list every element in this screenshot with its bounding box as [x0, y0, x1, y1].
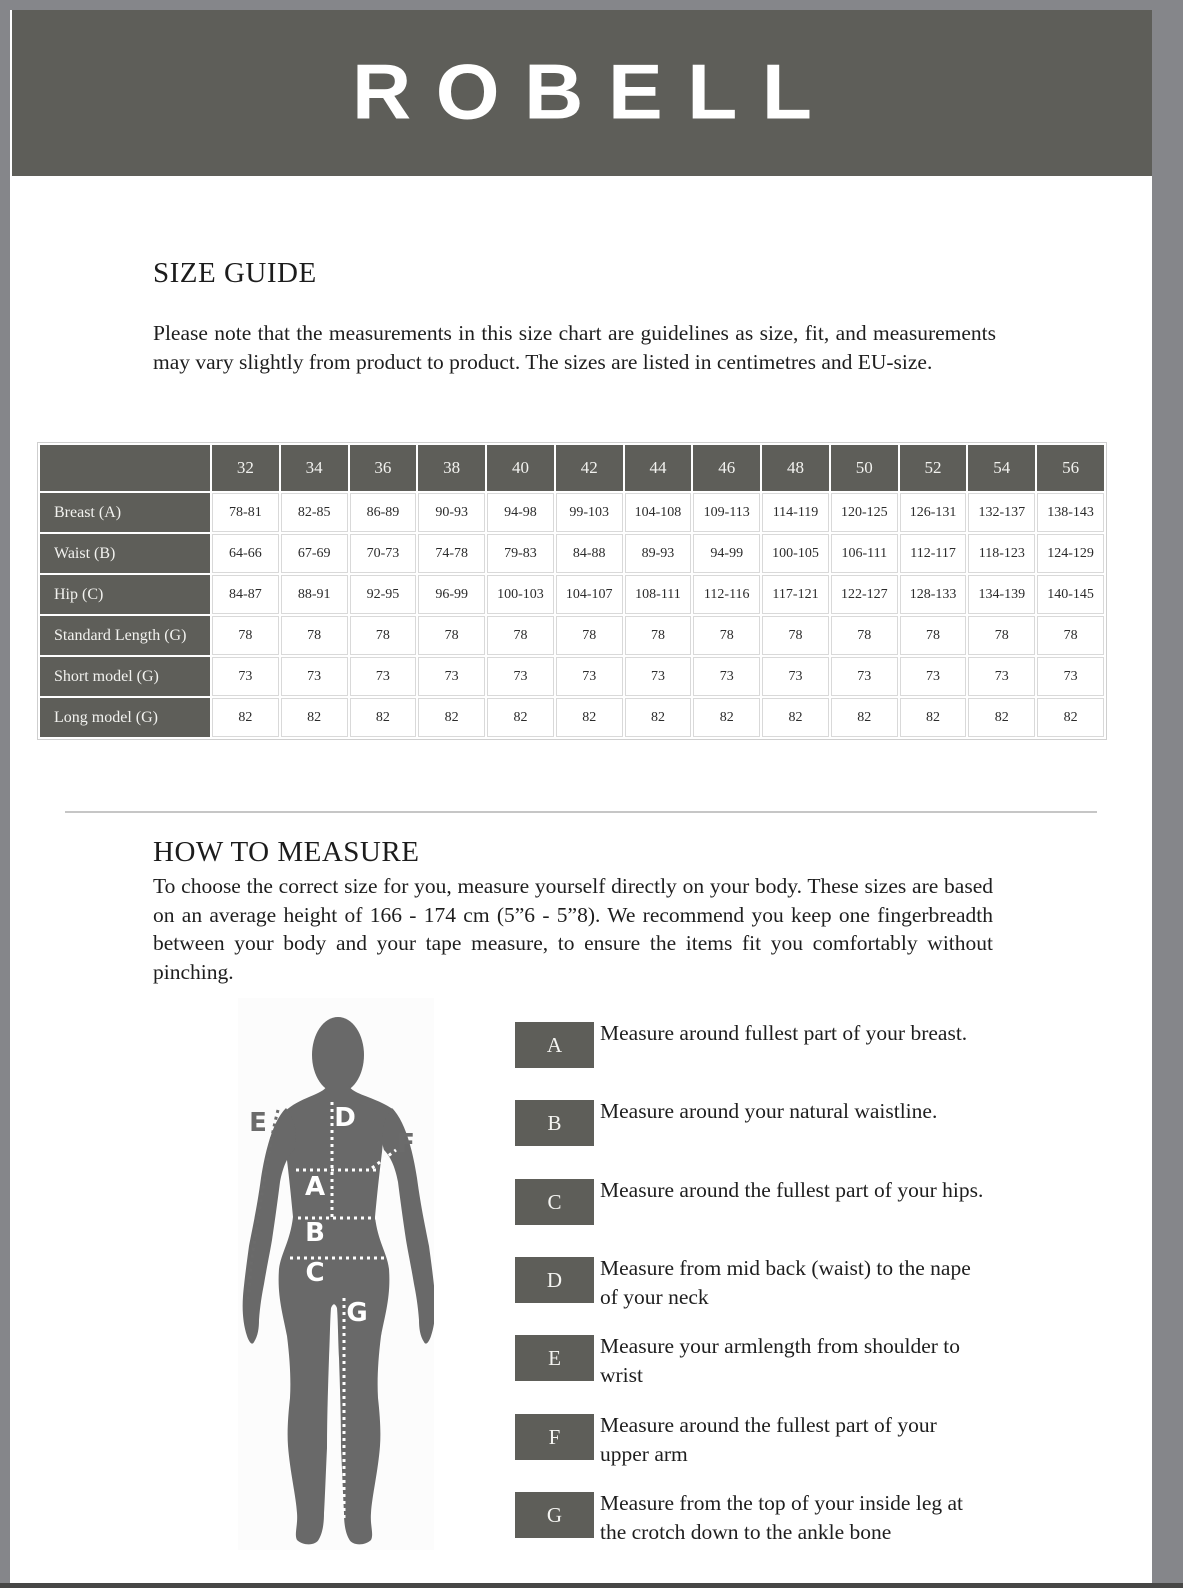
- size-col-header: 42: [556, 445, 623, 491]
- size-value: 78: [625, 616, 692, 655]
- size-value: 82: [281, 698, 348, 737]
- size-value: 99-103: [556, 493, 623, 532]
- size-value: 106-111: [831, 534, 898, 573]
- brand-banner: [12, 10, 1152, 176]
- size-value: 94-99: [693, 534, 760, 573]
- size-value: 73: [762, 657, 829, 696]
- size-value: 67-69: [281, 534, 348, 573]
- size-value: 78: [350, 616, 417, 655]
- row-label: Waist (B): [40, 534, 210, 573]
- legend-key-box: G: [515, 1492, 594, 1538]
- size-col-header: 48: [762, 445, 829, 491]
- size-col-header: 54: [968, 445, 1035, 491]
- row-label: Long model (G): [40, 698, 210, 737]
- size-value: 117-121: [762, 575, 829, 614]
- size-value: 82: [487, 698, 554, 737]
- size-guide-intro: Please note that the measurements in this size chart are guidelines as size, fit, and measurements may vary slightly from product to product. The sizes are listed in centimetres and EU-size.: [153, 321, 996, 374]
- legend-text: Measure around your natural waistline.: [600, 1099, 938, 1123]
- size-value: 138-143: [1037, 493, 1104, 532]
- size-col-header: 40: [487, 445, 554, 491]
- figure-label-D: D: [334, 1103, 356, 1133]
- figure-label-A: A: [304, 1172, 326, 1202]
- size-value: 73: [350, 657, 417, 696]
- size-value: 78: [693, 616, 760, 655]
- legend-key-box: F: [515, 1414, 594, 1460]
- size-value: 88-91: [281, 575, 348, 614]
- legend-text: Measure from mid back (waist) to the nape of your neck: [600, 1256, 971, 1309]
- table-row-standard-length: [40, 616, 1104, 655]
- size-value: 64-66: [212, 534, 279, 573]
- size-value: 92-95: [350, 575, 417, 614]
- table-row-short-model: [40, 657, 1104, 696]
- table-row-breast: [40, 493, 1104, 532]
- how-to-measure-title: HOW TO MEASURE: [153, 836, 420, 868]
- page: [10, 10, 1152, 1588]
- size-value: 82: [418, 698, 485, 737]
- row-label: Standard Length (G): [40, 616, 210, 655]
- size-value: 78-81: [212, 493, 279, 532]
- size-col-header: 56: [1037, 445, 1104, 491]
- size-col-header: 38: [418, 445, 485, 491]
- size-value: 109-113: [693, 493, 760, 532]
- size-value: 78: [556, 616, 623, 655]
- size-value: 82: [762, 698, 829, 737]
- size-col-header: 34: [281, 445, 348, 491]
- figure-label-B: B: [305, 1218, 325, 1248]
- table-row-waist: [40, 534, 1104, 573]
- size-value: 84-88: [556, 534, 623, 573]
- how-to-measure-intro: To choose the correct size for you, measure yourself directly on your body. These sizes are based on an average height of 166 - 174 cm (5”6 - 5”8). We recommend you keep one fingerbreadth between your body and your tape measure, to ensure the items fit you comfortably without pinching.: [153, 874, 993, 984]
- legend-key-box: D: [515, 1257, 594, 1303]
- legend-text: Measure around the fullest part of your hips.: [600, 1178, 984, 1202]
- table-row-hip: [40, 575, 1104, 614]
- size-value: 112-116: [693, 575, 760, 614]
- size-value: 74-78: [418, 534, 485, 573]
- size-value: 78: [1037, 616, 1104, 655]
- size-col-header: 32: [212, 445, 279, 491]
- size-value: 126-131: [900, 493, 967, 532]
- size-value: 128-133: [900, 575, 967, 614]
- figure-label-C: C: [305, 1258, 325, 1288]
- size-value: 120-125: [831, 493, 898, 532]
- size-value: 73: [968, 657, 1035, 696]
- size-value: 104-107: [556, 575, 623, 614]
- size-value: 90-93: [418, 493, 485, 532]
- size-value: 82: [625, 698, 692, 737]
- legend-text: Measure your armlength from shoulder to wrist: [600, 1334, 961, 1387]
- size-col-header: 44: [625, 445, 692, 491]
- size-value: 78: [212, 616, 279, 655]
- legend-text: Measure around fullest part of your breast.: [600, 1021, 968, 1045]
- size-value: 82: [556, 698, 623, 737]
- size-value: 94-98: [487, 493, 554, 532]
- row-label: Hip (C): [40, 575, 210, 614]
- size-value: 118-123: [968, 534, 1035, 573]
- size-value: 114-119: [762, 493, 829, 532]
- female-silhouette-diagram: [238, 998, 434, 1550]
- size-value: 112-117: [900, 534, 967, 573]
- size-value: 73: [900, 657, 967, 696]
- legend-key-box: B: [515, 1100, 594, 1146]
- size-value: 73: [418, 657, 485, 696]
- size-value: 70-73: [350, 534, 417, 573]
- row-label: Short model (G): [40, 657, 210, 696]
- size-table-header-row: [40, 445, 1104, 491]
- size-value: 73: [487, 657, 554, 696]
- size-col-header: 50: [831, 445, 898, 491]
- legend-text: Measure from the top of your inside leg at the crotch down to the ankle bone: [600, 1491, 964, 1544]
- size-value: 73: [625, 657, 692, 696]
- size-table: [38, 443, 1106, 739]
- size-value: 104-108: [625, 493, 692, 532]
- row-label: Breast (A): [40, 493, 210, 532]
- size-value: 73: [212, 657, 279, 696]
- size-value: 82-85: [281, 493, 348, 532]
- figure-label-G: G: [346, 1298, 368, 1328]
- legend-key-box: A: [515, 1022, 594, 1068]
- size-value: 78: [418, 616, 485, 655]
- size-value: 84-87: [212, 575, 279, 614]
- size-col-header: 36: [350, 445, 417, 491]
- size-value: 78: [968, 616, 1035, 655]
- size-value: 73: [281, 657, 348, 696]
- figure-label-E: E: [249, 1108, 267, 1138]
- section-divider: [65, 811, 1097, 813]
- size-value: 78: [831, 616, 898, 655]
- size-col-header: 52: [900, 445, 967, 491]
- size-value: 108-111: [625, 575, 692, 614]
- size-value: 73: [1037, 657, 1104, 696]
- size-value: 78: [281, 616, 348, 655]
- size-value: 82: [1037, 698, 1104, 737]
- size-value: 122-127: [831, 575, 898, 614]
- figure-label-F: F: [397, 1129, 415, 1159]
- size-value: 124-129: [1037, 534, 1104, 573]
- size-guide-title: SIZE GUIDE: [153, 257, 317, 289]
- size-value: 82: [831, 698, 898, 737]
- size-value: 82: [900, 698, 967, 737]
- legend-key-box: E: [515, 1335, 594, 1381]
- table-row-long-model: [40, 698, 1104, 737]
- size-col-header: 46: [693, 445, 760, 491]
- size-value: 140-145: [1037, 575, 1104, 614]
- size-value: 73: [556, 657, 623, 696]
- size-value: 100-105: [762, 534, 829, 573]
- size-value: 134-139: [968, 575, 1035, 614]
- size-value: 78: [900, 616, 967, 655]
- size-table-corner-cell: [40, 445, 210, 491]
- size-value: 100-103: [487, 575, 554, 614]
- size-value: 86-89: [350, 493, 417, 532]
- size-value: 82: [968, 698, 1035, 737]
- size-value: 79-83: [487, 534, 554, 573]
- size-value: 78: [487, 616, 554, 655]
- legend-key-box: C: [515, 1179, 594, 1225]
- size-value: 78: [762, 616, 829, 655]
- size-value: 82: [350, 698, 417, 737]
- size-value: 73: [831, 657, 898, 696]
- size-value: 132-137: [968, 493, 1035, 532]
- brand-logo: ROBELL: [351, 49, 837, 136]
- size-value: 82: [212, 698, 279, 737]
- size-value: 82: [693, 698, 760, 737]
- size-value: 89-93: [625, 534, 692, 573]
- measurement-figure: [238, 998, 434, 1550]
- size-value: 96-99: [418, 575, 485, 614]
- bottom-border-bar: [0, 1583, 1183, 1588]
- legend-text: Measure around the fullest part of your upper arm: [600, 1413, 937, 1466]
- size-value: 73: [693, 657, 760, 696]
